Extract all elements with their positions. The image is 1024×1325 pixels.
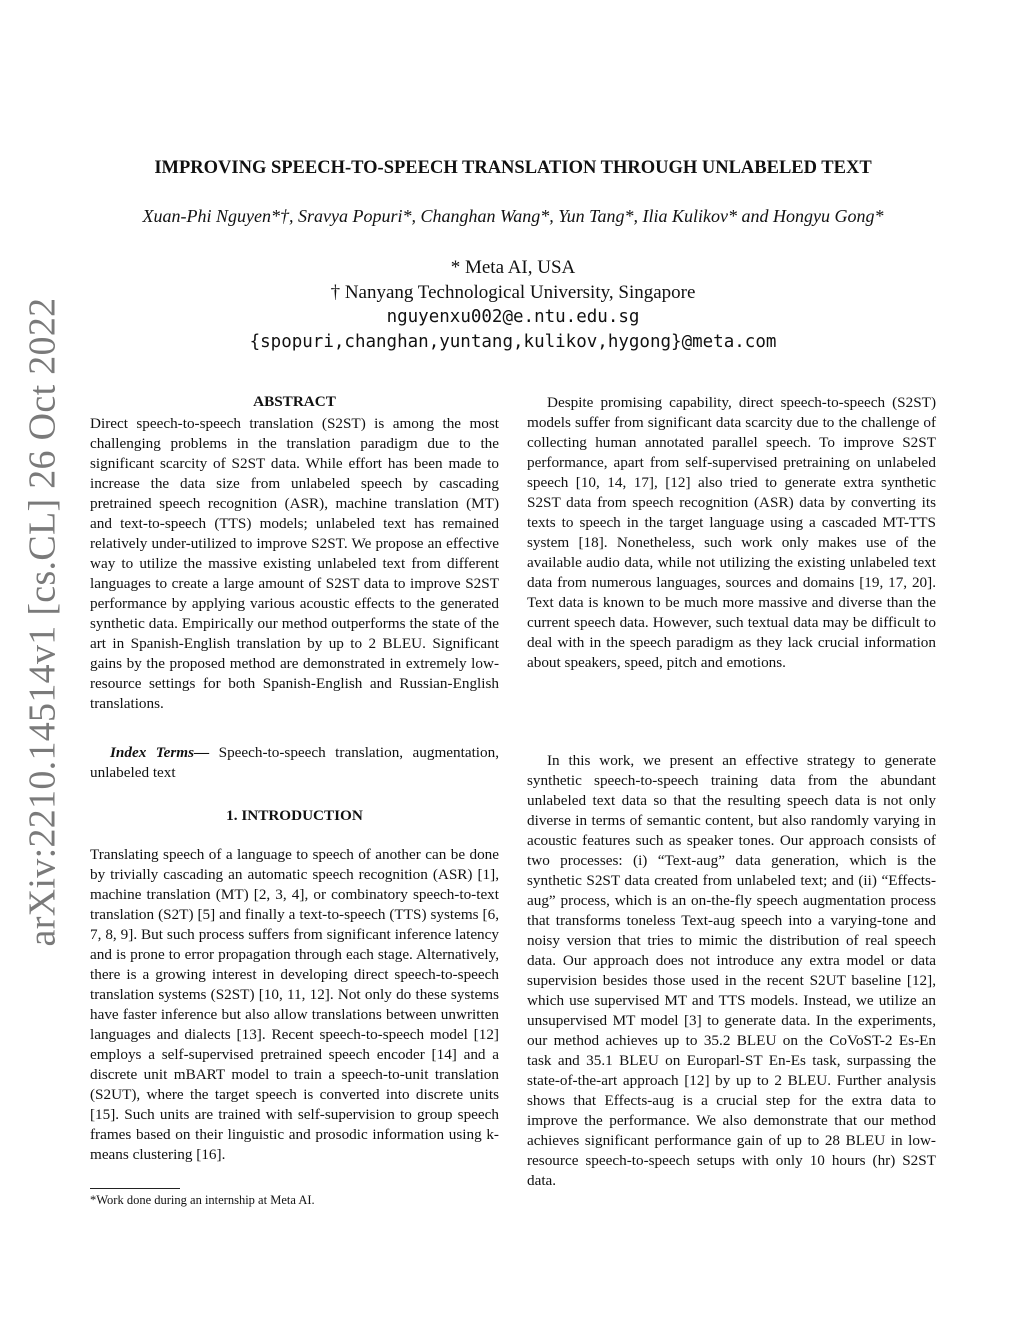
author-list: Xuan-Phi Nguyen*†, Sravya Popuri*, Changhan Wang*, Yun Tang*, Ilia Kulikov* and Hongyu Gong* [142, 206, 884, 226]
paragraph-text: In this work, we present an effective strategy to generate synthetic speech-to-speech training data from the abundant unlabeled text data so that the resulting speech data is not only diverse in terms of semantic content, but also randomly varying in acoustic features such as speaker tones. Our approach consists of two processes: (i) “Text-aug” data generation, which is the synthetic S2ST data created from unlabeled text; and (ii) “Effects-aug” process, which is an on-the-fly speech augmentation process that transforms toneless Text-aug speech into a varying-tone and noisy version that tries to mimic the distribution of real speech data. Our approach does not introduce any extra model or data supervision besides those used in the recent S2UT baseline [12], which use supervised MT and TTS models. Instead, we utilize an unsupervised MT model [3] to generate data. In the experiments, our method achieves up to 35.2 BLEU on the CoVoST-2 Es-En task and 35.1 BLEU on Europarl-ST En-Es task, surpassing the state-of-the-art approach [12] by up to 2 BLEU. Further analysis shows that Effects-aug is a crucial step for the extra data to improve the performance. We also demonstrate that our method achieves significant performance gain of up to 28 BLEU in low-resource speech-to-speech setups with only 10 hours (hr) S2ST data. [527, 752, 936, 1189]
affiliations [90, 255, 936, 355]
index-terms [90, 743, 499, 783]
paragraph-text: Despite promising capability, direct speech-to-speech (S2ST) models suffer from significant data scarcity due to the challenge of collecting human annotated parallel speech. To improve S2ST performance, apart from self-supervised pretraining on unlabeled speech [10, 14, 17], [12] also tried to generate extra synthetic S2ST data from speech recognition (ASR) data by converting its texts to speech in the target language using a cascaded MT-TTS system [18]. Nonetheless, such work only makes use of the available audio data, while not utilizing the existing unlabeled text data from numerous languages, sources and domains [19, 17, 20]. Text data is known to be much more massive and diverse than the current speech data. However, such textual data may be difficult to deal with in the speech paradigm as they lack crucial information about speakers, speed, pitch and emotions. [527, 394, 936, 671]
right-paragraph-1 [527, 393, 936, 673]
paper-title: IMPROVING SPEECH-TO-SPEECH TRANSLATION THROUGH UNLABELED TEXT [154, 158, 872, 178]
introduction-text: Translating speech of a language to speech of another can be done by trivially cascading an automatic speech recognition (ASR) [1], machine translation (MT) [2, 3, 4], or combinatory speech-to-text translation (S2T) [5] and finally a text-to-speech (TTS) systems [6, 7, 8, 9]. But such process suffers from significant inference latency and is prone to error propagation through each stage. Alternatively, there is a growing interest in developing direct speech-to-speech translation systems (S2ST) [10, 11, 12]. Not only do these systems have faster inference but also allow translations between unwritten languages and dialects [13]. Recent speech-to-speech model [12] employs a self-supervised pretrained speech encoder [14] and a discrete unit mBART model to train a speech-to-unit translation (S2UT), where the target speech is converted into discrete units [15]. Such units are trained with self-supervision to group speech frames based on their linguistic and prosodic information using k-means clustering [16]. [90, 846, 499, 1163]
abstract-text: Direct speech-to-speech translation (S2ST) is among the most challenging problems in the translation paradigm due to the significant scarcity of S2ST data. While effort has been made to increase the data size from unlabeled speech by cascading pretrained speech recognition (ASR), machine translation (MT) and text-to-speech (TTS) models; unlabeled text has remained relatively under-utilized to improve S2ST. We propose an effective way to utilize the massive existing unlabeled text from different languages to create a large amount of S2ST data to improve S2ST performance by applying various acoustic effects to the generated synthetic data. Empirically our method outperforms the state of the art in Spanish-English translation by up to 2 BLEU. Significant gains by the proposed method are demonstrated in extremely low-resource settings for both Spanish-English and Russian-English translations. [90, 415, 499, 712]
arxiv-stamp [4, 297, 80, 947]
abstract-heading: ABSTRACT [253, 393, 336, 410]
affiliation-ntu: † Nanyang Technological University, Singapore [330, 282, 696, 303]
email-meta: {spopuri,changhan,yuntang,kulikov,hygong}@meta.com [249, 332, 777, 352]
right-paragraph-2 [527, 751, 936, 1191]
index-terms-label: Index Terms— [110, 744, 210, 761]
abstract-body [90, 414, 499, 714]
footnote: *Work done during an internship at Meta AI. [90, 1193, 315, 1207]
affiliation-meta: * Meta AI, USA [450, 257, 576, 278]
email-ntu: nguyenxu002@e.ntu.edu.sg [386, 307, 640, 327]
arxiv-stamp-text: arXiv:2210.14514v1 [cs.CL] 26 Oct 2022 [21, 297, 63, 947]
section-heading-introduction: 1. INTRODUCTION [226, 807, 363, 824]
index-terms-text: Speech-to-speech translation, augmentation, unlabeled text [90, 744, 499, 781]
footnote-divider [90, 1188, 180, 1189]
introduction-body [90, 845, 499, 1165]
